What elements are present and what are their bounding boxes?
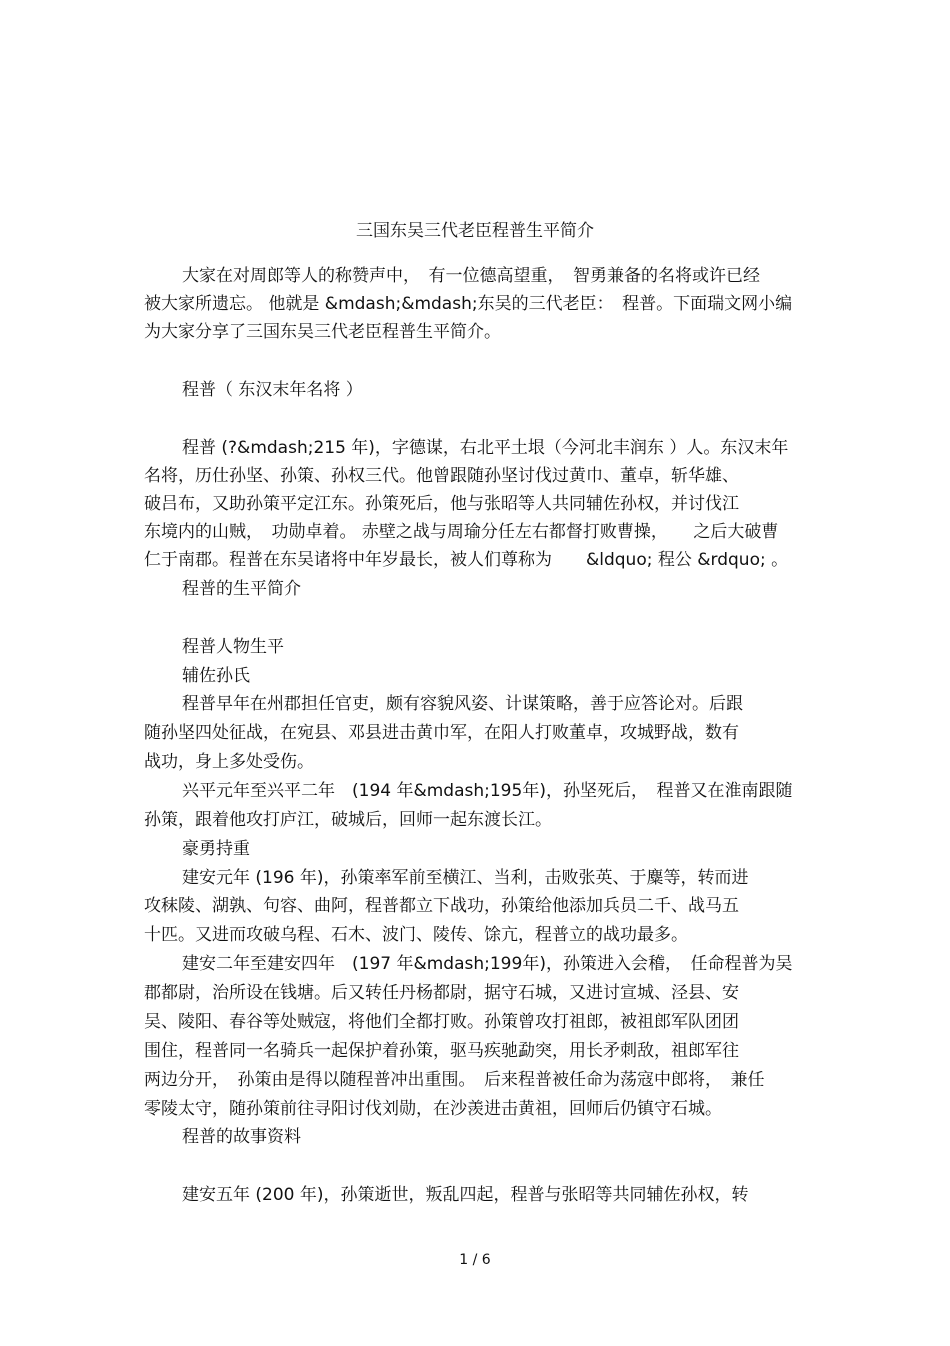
document-title: 三国东吴三代老臣程普生平简介 (356, 221, 594, 241)
paragraph-line: 攻秣陵、湖孰、句容、曲阿，程普都立下战功，孙策给他添加兵员二千、战马五 (144, 896, 739, 916)
section-heading: 程普的生平简介 (182, 579, 301, 599)
section-heading: 程普的故事资料 (182, 1127, 301, 1147)
paragraph-line: 破吕布，又助孙策平定江东。孙策死后，他与张昭等人共同辅佐孙权，并讨伐江 (144, 494, 739, 514)
paragraph-line: 随孙坚四处征战，在宛县、邓县进击黄巾军，在阳人打败董卓，攻城野战，数有 (144, 723, 739, 743)
paragraph-line: 程普早年在州郡担任官吏，颇有容貌风姿、计谋策略，善于应答论对。后跟 (182, 694, 743, 714)
section-heading: 程普人物生平 (182, 637, 284, 657)
paragraph-line: 为大家分享了三国东吴三代老臣程普生平简介。 (144, 322, 501, 342)
paragraph-line: 程普 (?&mdash;215 年)，字德谋，右北平土垠（今河北丰润东 ）人。东汉末年 (182, 438, 789, 458)
page-indicator: 1 / 6 (459, 1252, 491, 1268)
paragraph-line: 战功，身上多处受伤。 (144, 752, 314, 772)
paragraph-line: 建安二年至建安四年 (197 年&mdash;199年)，孙策进入会稽， 任命程普为吴 (182, 954, 793, 974)
section-heading: 豪勇持重 (182, 839, 250, 859)
paragraph-line: 东境内的山贼， 功勋卓着。 赤壁之战与周瑜分任左右都督打败曹操， 之后大破曹 (144, 522, 779, 542)
section-heading: 程普（ 东汉末年名将 ） (182, 380, 363, 400)
paragraph-line: 建安元年 (196 年)，孙策率军前至横江、当利，击败张英、于麋等，转而进 (182, 868, 749, 888)
paragraph-line: 围住，程普同一名骑兵一起保护着孙策，驱马疾驰勐突，用长矛刺敌，祖郎军往 (144, 1041, 739, 1061)
paragraph-line: 两边分开， 孙策由是得以随程普冲出重围。 后来程普被任命为荡寇中郎将， 兼任 (144, 1070, 765, 1090)
paragraph-line: 十匹。又进而攻破乌程、石木、波门、陵传、馀亢，程普立的战功最多。 (144, 925, 688, 945)
paragraph-line: 仁于南郡。程普在东吴诸将中年岁最长，被人们尊称为 &ldquo; 程公 &rdquo; 。 (144, 550, 789, 570)
paragraph-line: 郡都尉，治所设在钱塘。后又转任丹杨都尉，据守石城，又进讨宣城、泾县、安 (144, 983, 739, 1003)
paragraph-line: 大家在对周郎等人的称赞声中， 有一位德高望重， 智勇兼备的名将或许已经 (182, 266, 760, 286)
paragraph-line: 吴、陵阳、春谷等处贼寇，将他们全都打败。孙策曾攻打祖郎，被祖郎军队团团 (144, 1012, 739, 1032)
paragraph-line: 兴平元年至兴平二年 (194 年&mdash;195年)，孙坚死后， 程普又在淮南跟随 (182, 781, 793, 801)
section-heading: 辅佐孙氏 (182, 666, 250, 686)
paragraph-line: 零陵太守，随孙策前往寻阳讨伐刘勋，在沙羡进击黄祖，回师后仍镇守石城。 (144, 1099, 722, 1119)
paragraph-line: 被大家所遗忘。 他就是 &mdash;&mdash;东吴的三代老臣： 程普。下面瑞文网小编 (144, 294, 793, 314)
paragraph-line: 孙策，跟着他攻打庐江，破城后，回师一起东渡长江。 (144, 810, 552, 830)
paragraph-line: 建安五年 (200 年)，孙策逝世，叛乱四起，程普与张昭等共同辅佐孙权，转 (182, 1185, 749, 1205)
paragraph-line: 名将，历仕孙坚、孙策、孙权三代。他曾跟随孙坚讨伐过黄巾、董卓，斩华雄、 (144, 466, 739, 486)
